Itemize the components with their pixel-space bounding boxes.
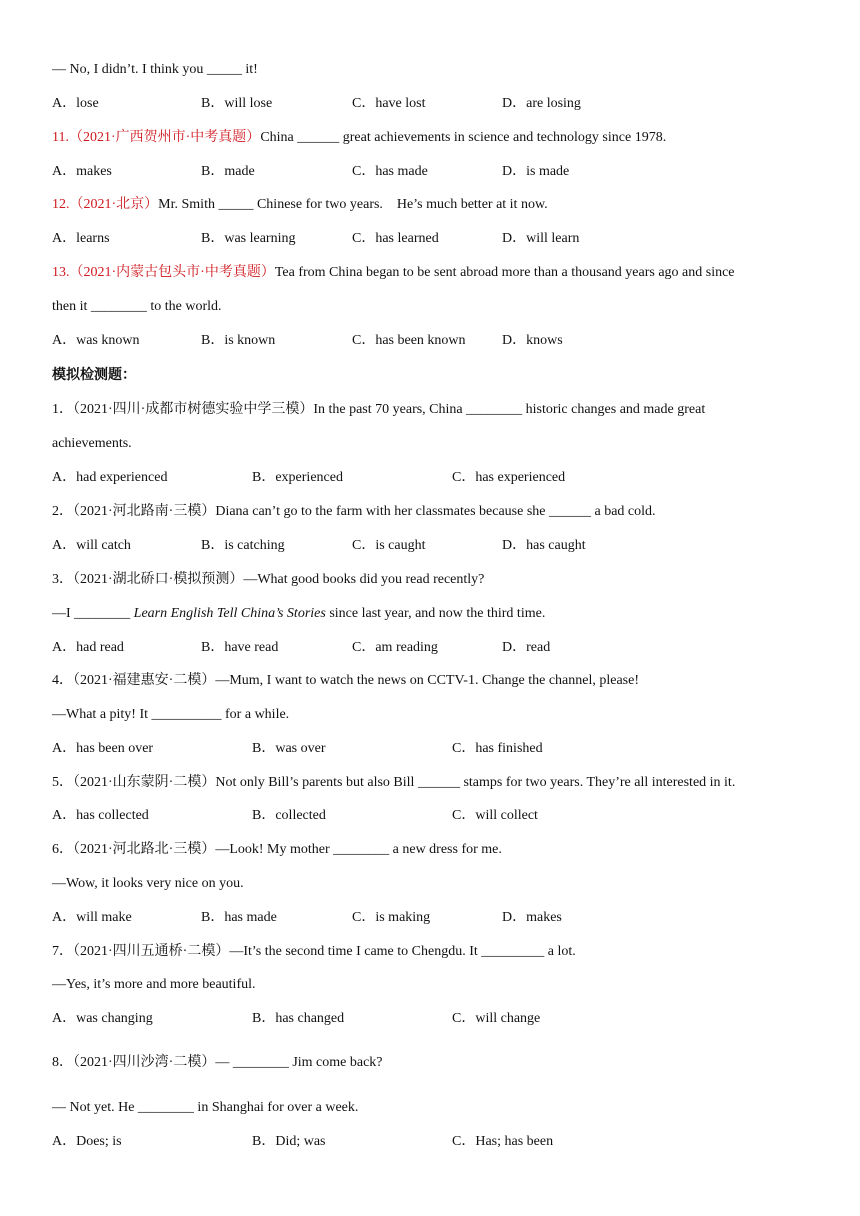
option-d[interactable]: D．knows (502, 333, 563, 348)
option-a[interactable]: A．will make (52, 910, 132, 925)
option-b[interactable]: B．Did; was (252, 1134, 326, 1149)
question-source: （2021·四川沙湾·二模） (73, 1055, 216, 1070)
option-a[interactable]: A．was known (52, 333, 140, 348)
option-a[interactable]: A．Does; is (52, 1134, 122, 1149)
option-c[interactable]: C．will change (452, 1011, 541, 1026)
question-number: 7． (52, 944, 73, 959)
option-a[interactable]: A．was changing (52, 1011, 153, 1026)
mock-question-8 (52, 1053, 383, 1073)
question-number: 12. (52, 197, 70, 212)
option-d[interactable]: D．has caught (502, 538, 586, 553)
question-number: 5． (52, 775, 73, 790)
option-c[interactable]: C．is making (352, 910, 431, 925)
option-b[interactable]: B．collected (252, 808, 326, 823)
question-source: （2021·湖北硚口·模拟预测） (73, 572, 244, 587)
question-text: —What good books did you read recently? (243, 572, 485, 587)
question-source: （2021·四川·成都市树德实验中学三模） (73, 402, 314, 417)
text-after-title: since last year, and now the third time. (325, 606, 546, 621)
question-text-continued: achievements. (52, 436, 132, 451)
option-a[interactable]: A．had read (52, 640, 124, 655)
option-c[interactable]: C．am reading (352, 640, 438, 655)
option-d[interactable]: D．will learn (502, 231, 580, 246)
option-b[interactable]: B．has changed (252, 1011, 345, 1026)
option-b[interactable]: B．was learning (201, 231, 296, 246)
question-source: （2021·广西贺州市·中考真题） (68, 130, 261, 145)
option-a[interactable]: A．will catch (52, 538, 131, 553)
question-text-continued: — Not yet. He ________ in Shanghai for over a week. (52, 1100, 359, 1115)
question-text: —Mum, I want to watch the news on CCTV-1. Change the channel, please! (215, 673, 639, 688)
section-heading: 模拟检测题： (52, 368, 136, 383)
question-number: 6． (52, 842, 73, 857)
question-text: — No, I didn’t. I think you _____ it! (52, 62, 258, 77)
book-title: Learn English Tell China’s Stories (133, 606, 326, 621)
mock-question-4 (52, 671, 639, 691)
option-c[interactable]: C．has been known (352, 333, 466, 348)
question-text: —Look! My mother ________ a new dress for me. (215, 842, 502, 857)
question-number: 4． (52, 673, 73, 688)
option-c[interactable]: C．will collect (452, 808, 538, 823)
option-a[interactable]: A．has collected (52, 808, 149, 823)
question-11 (52, 128, 666, 148)
question-text-continued (52, 604, 545, 624)
question-source: （2021·内蒙古包头市·中考真题） (69, 265, 275, 280)
question-text-continued: —Wow, it looks very nice on you. (52, 876, 244, 891)
question-text: —It’s the second time I came to Chengdu. It _________ a lot. (229, 944, 576, 959)
option-c[interactable]: C．is caught (352, 538, 426, 553)
question-text-continued: —Yes, it’s more and more beautiful. (52, 977, 256, 992)
option-c[interactable]: C．have lost (352, 96, 426, 111)
question-number: 1． (52, 402, 73, 417)
mock-question-2 (52, 502, 656, 522)
option-a[interactable]: A．had experienced (52, 470, 168, 485)
option-d[interactable]: D．read (502, 640, 551, 655)
question-text: Tea from China began to be sent abroad more than a thousand years ago and since (274, 265, 735, 280)
option-b[interactable]: B．experienced (252, 470, 343, 485)
option-d[interactable]: D．are losing (502, 96, 581, 111)
question-number: 3． (52, 572, 73, 587)
option-a[interactable]: A．lose (52, 96, 99, 111)
mock-question-5 (52, 773, 735, 793)
mock-question-3 (52, 570, 484, 590)
question-13 (52, 263, 735, 283)
option-c[interactable]: C．Has; has been (452, 1134, 554, 1149)
question-source: （2021·北京） (69, 197, 159, 212)
option-c[interactable]: C．has experienced (452, 470, 566, 485)
question-text: Diana can’t go to the farm with her classmates because she ______ a bad cold. (215, 504, 656, 519)
option-a[interactable]: A．makes (52, 164, 112, 179)
question-number: 2． (52, 504, 73, 519)
question-text: Not only Bill’s parents but also Bill ______ stamps for two years. They’re all interested in it. (215, 775, 736, 790)
question-12 (52, 195, 548, 215)
option-b[interactable]: B．made (201, 164, 255, 179)
option-b[interactable]: B．will lose (201, 96, 273, 111)
question-source: （2021·河北路北·三模） (73, 842, 216, 857)
question-text: Mr. Smith _____ Chinese for two years. He’s much better at it now. (158, 197, 548, 212)
question-number: 13. (52, 265, 70, 280)
mock-question-6 (52, 840, 502, 860)
mock-question-1 (52, 400, 705, 420)
question-text: China ______ great achievements in science and technology since 1978. (260, 130, 667, 145)
option-b[interactable]: B．is catching (201, 538, 285, 553)
question-source: （2021·四川五通桥·二模） (73, 944, 230, 959)
option-d[interactable]: D．is made (502, 164, 570, 179)
option-b[interactable]: B．has made (201, 910, 277, 925)
question-source: （2021·山东蒙阴·二模） (73, 775, 216, 790)
option-c[interactable]: C．has made (352, 164, 428, 179)
question-source: （2021·福建惠安·二模） (73, 673, 216, 688)
question-number: 11. (52, 130, 69, 145)
text-before-title: —I ________ (52, 606, 134, 621)
option-a[interactable]: A．has been over (52, 741, 154, 756)
option-b[interactable]: B．have read (201, 640, 279, 655)
question-source: （2021·河北路南·三模） (73, 504, 216, 519)
option-d[interactable]: D．makes (502, 910, 562, 925)
question-text: In the past 70 years, China ________ historic changes and made great (313, 402, 706, 417)
option-c[interactable]: C．has finished (452, 741, 543, 756)
option-c[interactable]: C．has learned (352, 231, 439, 246)
question-number: 8． (52, 1055, 73, 1070)
question-text: — ________ Jim come back? (215, 1055, 383, 1070)
mock-question-7 (52, 942, 576, 962)
question-text-continued: then it ________ to the world. (52, 299, 222, 314)
option-b[interactable]: B．is known (201, 333, 276, 348)
option-a[interactable]: A．learns (52, 231, 110, 246)
option-b[interactable]: B．was over (252, 741, 326, 756)
question-text-continued: —What a pity! It __________ for a while. (52, 707, 290, 722)
